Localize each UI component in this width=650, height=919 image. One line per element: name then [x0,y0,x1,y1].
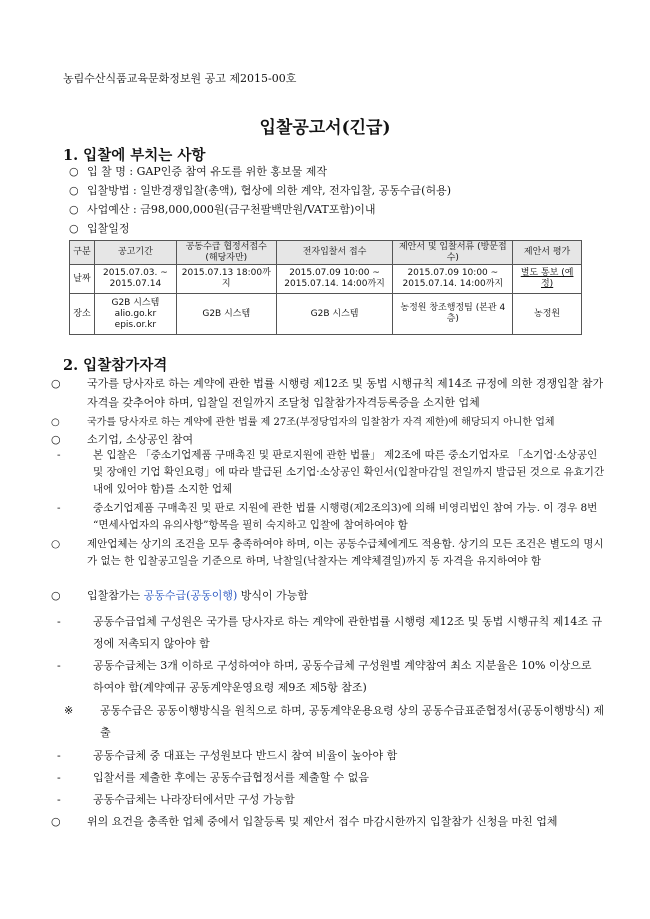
list-item: - 공동수급체 중 대표는 구성원보다 반드시 참여 비율이 높아야 함 [75,745,605,767]
list-item: ○ 제안업체는 상기의 조건을 모두 충족하여야 하며, 이는 공동수급체에게도 적용함. 상기의 모든 조건은 별도의 명시가 없는 한 입찰공고일을 기준으로 하며, 낙찰일(낙찰자는 계약체결일)까지 동 자격을 유지하여야 함 [51,538,604,567]
bullet-mark-icon: - [57,793,61,806]
list-item: - 본 입찰은 「중소기업제품 구매촉진 및 판로지원에 관한 법률」 제2조에 따른 중소기업자로 「소기업·소상공인 및 장애인 기업 확인요령」에 따라 발급된 소기업·소상공인 확인서(입찰마감일 전일까지 발급된 것으로 유효기간 내에 있어야 함)를 소지한 업체 [57,449,605,495]
list-item: - 공동수급체는 3개 이하로 구성하여야 하며, 공동수급체 구성원별 계약참여 최소 지분율은 10% 이상으로 하여야 함(계약예규 공동계약운영요령 제9조 제5항 참조) [75,655,605,699]
page-title: 입찰공고서(긴급) [259,118,391,138]
circle-bullet-icon: ○ [69,184,79,197]
table-header-row [70,241,582,265]
item-bid-name: ○ 입 찰 명 : GAP인증 참여 유도를 위한 홍보물 제작 [69,165,327,178]
bullet-mark-icon: ○ [51,417,60,428]
circle-bullet-icon: ○ [69,203,79,216]
table-cell: G2B 시스템 [276,294,393,335]
table-cell: 날짜 [70,265,95,294]
table-header-cell: 제안서 및 입찰서류 (방문접수) [393,241,513,265]
table-cell: 농정원 창조행정팀 (본관 4층) [393,294,513,335]
list-item: ○ 소기업, 소상공인 참여 [69,430,607,449]
table-cell: 별도 통보 (예정) [513,265,582,294]
table-header-cell: 제안서 평가 [513,241,582,265]
list-item: ○ 위의 요건을 충족한 업체 중에서 입찰등록 및 제안서 접수 마감시한까지 입찰참가 신청을 마친 업체 [69,811,607,833]
bullet-mark-icon: ※ [64,704,74,717]
circle-bullet-icon: ○ [69,222,79,235]
table-cell: G2B 시스템 alio.go.kr epis.or.kr [94,294,176,335]
bullet-mark-icon: - [57,749,61,762]
table-cell: 2015.07.09 10:00 ~ 2015.07.14. 14:00까지 [393,265,513,294]
table-row-date [70,265,582,294]
table-header-cell: 구분 [70,241,95,265]
bullet-mark-icon: ○ [51,538,61,550]
bullet-mark-icon: - [57,659,61,672]
bullet-mark-icon: ○ [51,589,61,602]
bullet-mark-icon: - [57,502,61,514]
table-header-cell: 공동수급 협정서접수 (해당자만) [176,241,276,265]
circle-bullet-icon: ○ [69,165,79,178]
section1-heading: 1. 입찰에 부치는 사항 [63,147,206,164]
list-item: - 공동수급업체 구성원은 국가를 당사자로 하는 계약에 관한법률 시행령 제12조 및 동법 시행규칙 제14조 규정에 저촉되지 않아야 함 [75,611,605,655]
bullet-mark-icon: ○ [51,377,61,390]
table-cell: 2015.07.13 18:00까지 [176,265,276,294]
table-cell: 장소 [70,294,95,335]
table-cell: G2B 시스템 [176,294,276,335]
item-schedule: ○ 입찰일정 [69,222,130,235]
list-item: - 공동수급체는 나라장터에서만 구성 가능함 [75,789,605,811]
list-item: - 중소기업제품 구매촉진 및 판로 지원에 관한 법률 시행령(제2조의3)에 의해 비영리법인 참여 가능. 이 경우 8번 “면세사업자의 유의사항”항목을 필히 숙지하고 입찰에 참여하여야 함 [57,502,598,531]
table-cell: 2015.07.03. ~ 2015.07.14 [94,265,176,294]
list-item: ○ 국가를 당사자로 하는 계약에 관한 법률 제 27조(부정당업자의 입찰참가 자격 제한)에 해당되지 아니한 업체 [69,413,607,432]
section2-heading: 2. 입찰참가자격 [63,357,168,374]
table-cell: 2015.07.09 10:00 ~ 2015.07.14. 14:00까지 [276,265,393,294]
list-item: - 입찰서를 제출한 후에는 공동수급협정서를 제출할 수 없음 [75,767,605,789]
bullet-mark-icon: - [57,771,61,784]
schedule-table [69,240,582,335]
list-item: ※ 공동수급은 공동이행방식을 원칙으로 하며, 공동계약운용요령 상의 공동수급표준협정서(공동이행방식) 제출 [82,700,605,744]
table-header-cell: 공고기간 [94,241,176,265]
bullet-mark-icon: - [57,449,61,461]
notice-number: 농림수산식품교육문화정보원 공고 제2015-00호 [63,72,297,85]
bullet-mark-icon: ○ [51,433,61,446]
table-row-place [70,294,582,335]
list-item: ○ 국가를 당사자로 하는 계약에 관한 법률 시행령 제12조 및 동법 시행규칙 제14조 규정에 의한 경쟁입찰 참가자격을 갖추어야 하며, 입찰일 전일까지 조달청 입찰참가자격등록증을 소지한 업체 [69,374,607,412]
list-item: ○ 입찰참가는 공동수급(공동이행) 방식이 가능함 [69,586,607,605]
item-budget: ○ 사업예산 : 금98,000,000원(금구천팔백만원/VAT포함)이내 [69,203,376,216]
table-header-cell: 전자입찰서 접수 [276,241,393,265]
bullet-mark-icon: ○ [51,815,61,828]
item-bid-method: ○ 입찰방법 : 일반경쟁입찰(총액), 협상에 의한 계약, 전자입찰, 공동수급(허용) [69,184,452,197]
bullet-mark-icon: - [57,615,61,628]
joint-supply-highlight: 공동수급(공동이행) [143,589,238,602]
table-cell: 농정원 [513,294,582,335]
